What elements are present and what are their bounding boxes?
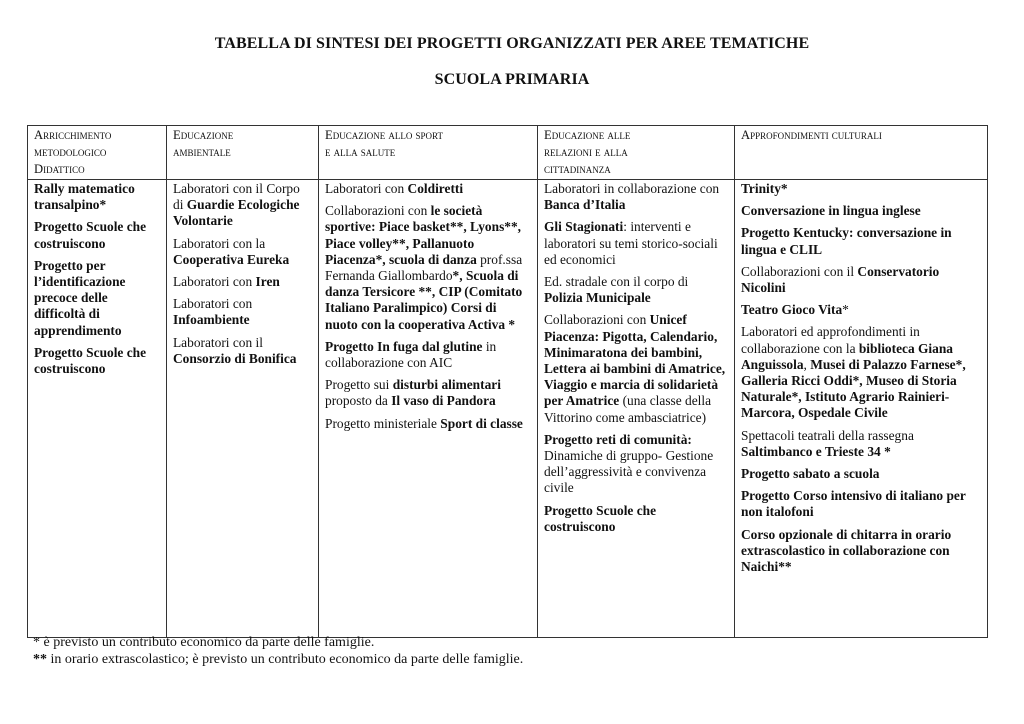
page-subtitle: SCUOLA PRIMARIA <box>434 71 590 88</box>
list-item: Laboratori in collaborazione con Banca d’Italia <box>544 181 720 213</box>
list-item: Collaborazioni con il Conservatorio Nicolini <box>741 263 940 296</box>
list-item: Laboratori con la Cooperativa Eureka <box>173 235 290 267</box>
column-header-sport-salute: Educazione allo sport e alla salute <box>319 126 538 180</box>
footnote-2: ** in orario extrascolastico; è previsto un contributo economico da parte delle famiglie. <box>33 652 524 667</box>
list-item: Laboratori con il Corpo di Guardie Ecologiche Volontarie <box>173 181 300 229</box>
list-item: Progetto sabato a scuola <box>741 466 880 482</box>
cell-ambientale <box>167 180 319 638</box>
list-item: Laboratori con Iren <box>173 274 280 290</box>
table-row <box>28 180 988 638</box>
list-item: Progetto In fuga dal glutine in collaborazione con AIC <box>325 338 497 371</box>
cell-arricchimento <box>28 180 167 638</box>
table-header-row <box>28 126 988 180</box>
list-item: Progetto Kentucky: conversazione in lingua e CLIL <box>741 225 952 257</box>
list-item: Collaborazioni con le società sportive: Piace basket**, Lyons**, Piace volley**, Pallanuoto Piacenza*, scuola di danza prof.ssa Fernanda Giallombardo*, Scuola di danza Tersicore **, CIP (Comitato Italiano Paralimpico) Corsi di nuoto con la cooperativa Activa * <box>325 203 523 332</box>
cell-relazioni-cittadinanza <box>538 180 735 638</box>
list-item: Gli Stagionati: interventi e laboratori su temi storico-sociali ed economici <box>544 219 718 267</box>
cell-sport-salute <box>319 180 538 638</box>
list-item: Progetto Corso intensivo di italiano per non italofoni <box>741 488 966 520</box>
list-item: Corso opzionale di chitarra in orario extrascolastico in collaborazione con Naichi** <box>741 526 952 575</box>
list-item: Collaborazioni con Unicef Piacenza: Pigotta, Calendario, Minimaratona dei bambini, Lettera ai bambini di Amatrice, Viaggio e marcia di solidarietà per Amatrice (una classe della Vittorino come ambasciatrice) <box>544 312 726 425</box>
list-item: Progetto reti di comunità: Dinamiche di gruppo- Gestione dell’aggressività e convivenza civile <box>544 431 714 496</box>
footnotes <box>33 634 523 668</box>
list-item: Laboratori con Infoambiente <box>173 296 253 328</box>
column-header-ambientale: Educazione ambientale <box>167 126 319 180</box>
list-item: Progetto sui disturbi alimentari proposto da Il vaso di Pandora <box>325 377 501 409</box>
footnote-1: * è previsto un contributo economico da parte delle famiglie. <box>33 635 375 650</box>
list-item: Progetto Scuole che costruiscono <box>34 219 147 251</box>
list-item: Progetto ministeriale Sport di classe <box>325 415 523 431</box>
list-item: Ed. stradale con il corpo di Polizia Municipale <box>544 274 689 306</box>
list-item: Trinity* <box>741 181 788 196</box>
list-item: Progetto Scuole che costruiscono <box>544 502 657 534</box>
column-header-relazioni-cittadinanza: Educazione alle relazioni e alla cittadinanza <box>538 126 735 180</box>
projects-table <box>27 125 988 638</box>
list-item: Laboratori con il Consorzio di Bonifica <box>173 334 297 366</box>
cell-approfondimenti <box>735 180 988 638</box>
list-item: Teatro Gioco Vita* <box>741 302 849 318</box>
list-item: Progetto Scuole che costruiscono <box>34 344 147 377</box>
list-item: Laboratori ed approfondimenti in collaborazione con la biblioteca Giana Anguissola, Musei di Palazzo Farnese*, Galleria Ricci Oddi*, Museo di Storia Naturale*, Istituto Agrario Rainieri-Marcora, Ospedale Civile <box>741 324 966 421</box>
column-header-approfondimenti: Approfondimenti culturali <box>735 126 988 180</box>
list-item: Conversazione in lingua inglese <box>741 203 921 219</box>
list-item: Rally matematico transalpino* <box>34 181 135 213</box>
page-title: TABELLA DI SINTESI DEI PROGETTI ORGANIZZATI PER AREE TEMATICHE <box>214 35 810 52</box>
list-item: Spettacoli teatrali della rassegna Saltimbanco e Trieste 34 * <box>741 427 914 459</box>
column-header-arricchimento: Arricchimento metodologico Didattico <box>28 126 167 180</box>
list-item: Laboratori con Coldiretti <box>325 181 464 196</box>
list-item: Progetto per l’identificazione precoce delle difficoltà di apprendimento <box>34 257 126 338</box>
